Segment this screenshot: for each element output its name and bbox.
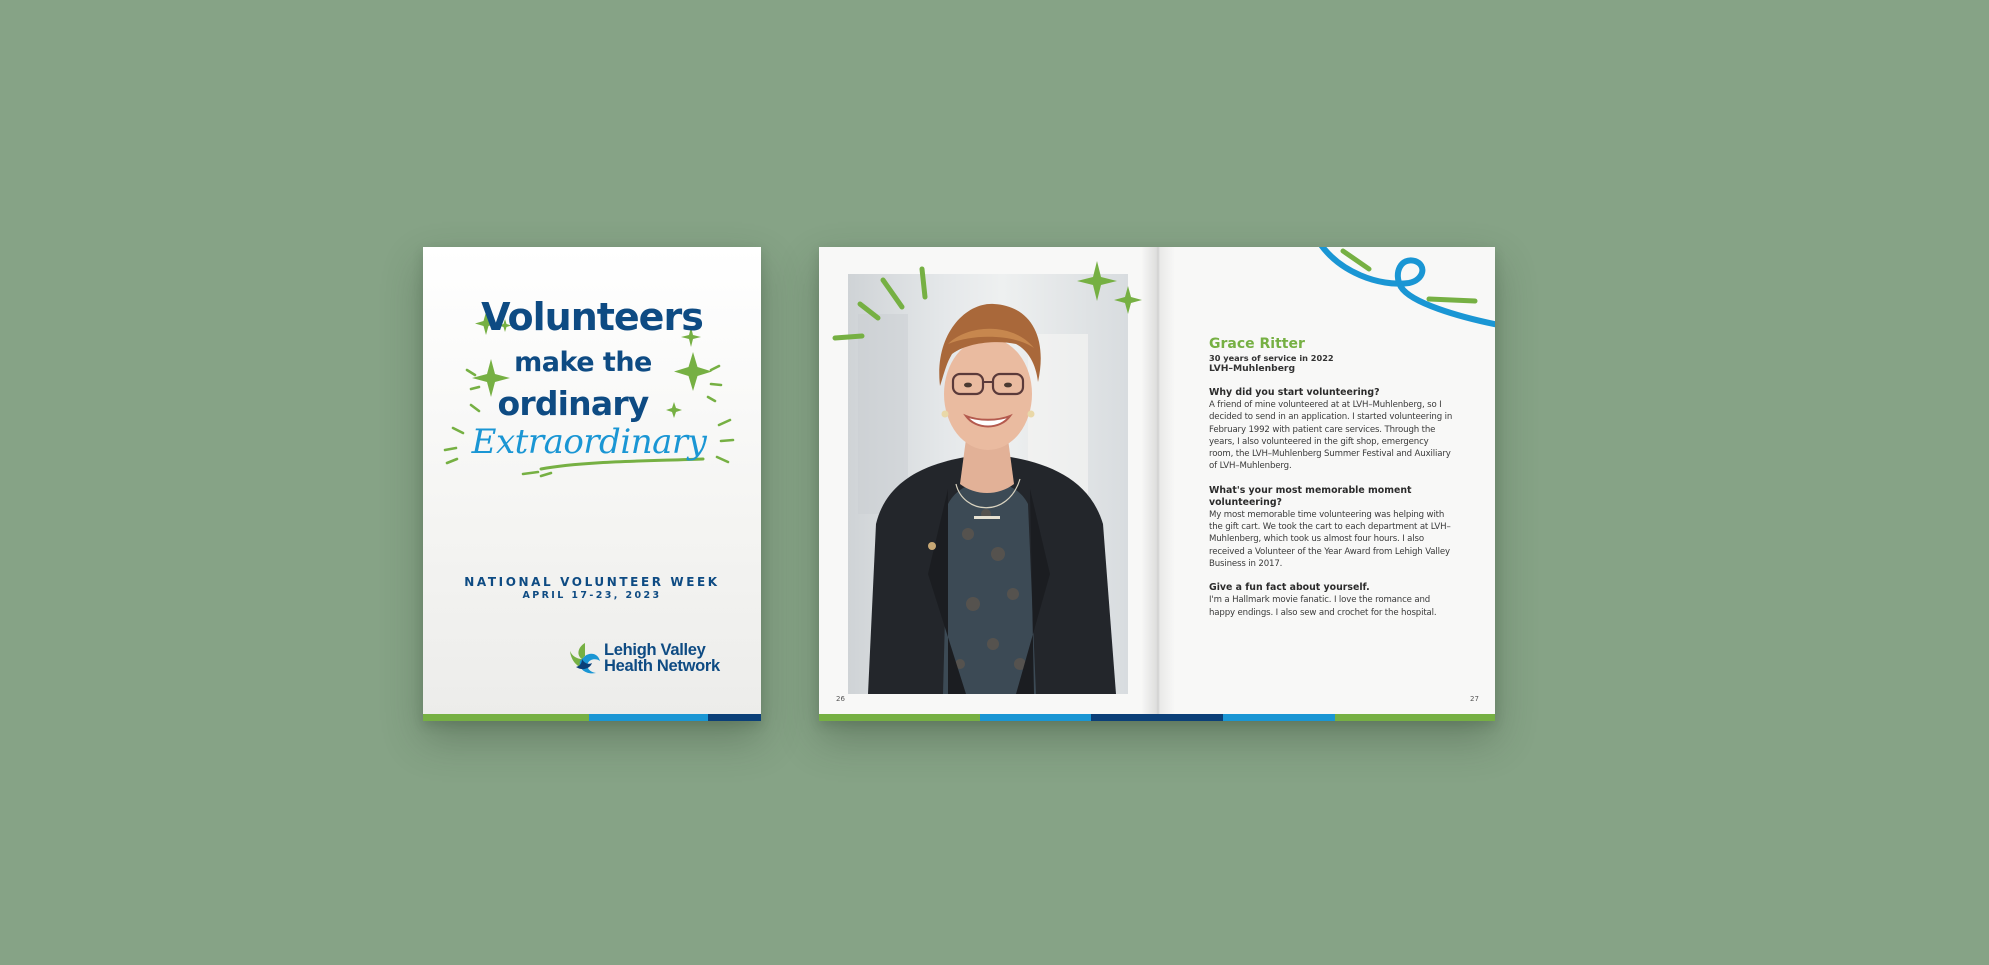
brochure-cover [423,247,761,721]
cover-title-line2: make the [514,347,652,378]
profile-years-of-service: 30 years of service in 2022 [1209,353,1334,363]
left-page-number: 26 [836,695,845,703]
qa-answer: A friend of mine volunteered at at LVH–Muhlenberg, so I decided to send in an application. I started volunteering in February 1992 with patient care services. Through the years, I also volunteered in the gift shop, emergency room, the LVH–Muhlenberg Summer Festival and Auxiliary of LVH–Muhlenberg. [1209,400,1453,472]
event-title: NATIONAL VOLUNTEER WEEK [464,575,720,589]
logo-text-line1: Lehigh Valley [604,641,706,659]
logo-text-line2: Health Network [604,657,720,675]
cover-title-line1: Volunteers [481,295,703,339]
qa-question: Why did you start volunteering? [1209,387,1380,398]
qa-block [1209,582,1454,619]
color-band-green [1335,714,1495,721]
qa-block [1209,387,1454,473]
profile-site: LVH–Muhlenberg [1209,363,1296,374]
qa-block [1209,485,1454,570]
qa-question: What's your most memorable moment volunteering? [1209,484,1412,508]
color-band-cyan [589,714,708,721]
profile-name: Grace Ritter [1209,336,1305,352]
profile-text-column [1209,335,1454,631]
spread-gutter-shadow [1141,247,1175,721]
cover-title-line4: Extraordinary [471,422,707,462]
cover-title-artwork [423,247,761,507]
color-band-green [423,714,589,721]
portrait-photo [848,274,1128,694]
color-band-green [819,714,980,721]
qa-answer: I'm a Hallmark movie fanatic. I love the romance and happy endings. I also sew and crochet for the hospital. [1209,595,1437,618]
color-band-cyan [1223,714,1335,721]
color-band-cyan [980,714,1091,721]
right-page-number: 27 [1470,695,1479,703]
brochure-spread [819,247,1495,721]
color-band-navy [1091,714,1223,721]
lvhn-swirl-icon [568,641,602,675]
qa-answer: My most memorable time volunteering was helping with the gift cart. We took the cart to each department at LVH–Muhlenberg, which took us almost four hours. I also received a Volunteer of the Year Award from Lehigh Valley Business in 2017. [1209,509,1451,569]
ribbon-dashes [1343,251,1475,301]
cover-title-line3: ordinary [497,384,649,423]
color-band-navy [708,714,761,721]
lvhn-logo [568,639,748,679]
event-dates: APRIL 17-23, 2023 [522,590,662,601]
qa-question: Give a fun fact about yourself. [1209,582,1370,594]
ribbon-swirl [1319,247,1495,325]
